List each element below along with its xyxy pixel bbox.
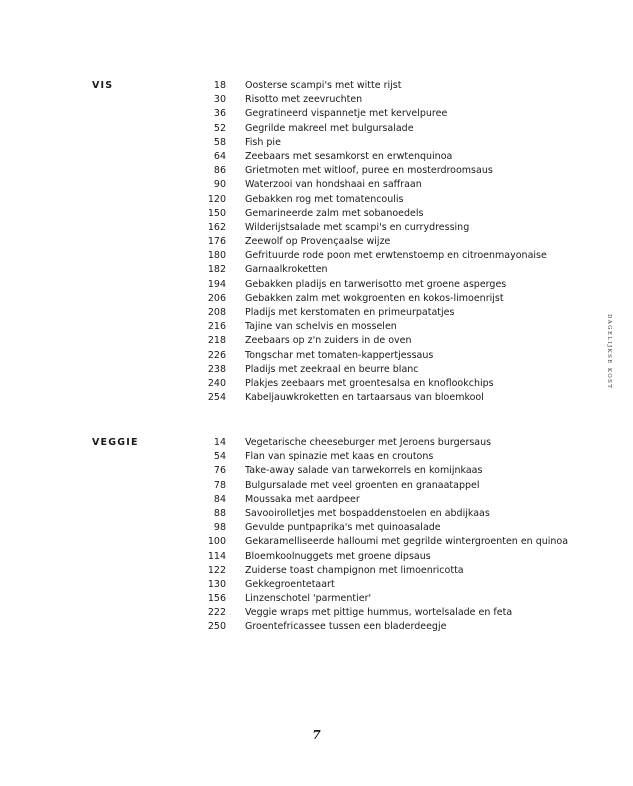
toc-entry-page: 238 [207, 363, 226, 375]
toc-entry-title: Vegetarische cheeseburger met Jeroens burgersaus [245, 437, 492, 448]
toc-entry-title: Bloemkoolnuggets met groene dipsaus [245, 550, 431, 562]
toc-entry-title: Groentefricassee tussen een bladerdeegje [245, 621, 447, 633]
toc-entry-title: Gefrituurde rode poon met erwtenstoemp en citroenmayonaise [245, 250, 547, 262]
toc-entry [0, 479, 633, 493]
toc-list-vis [0, 79, 633, 405]
toc-entry [0, 249, 633, 263]
toc-entry [0, 193, 633, 207]
toc-entry [0, 136, 633, 150]
toc-entry-title: Take-away salade van tarwekorrels en komijnkaas [245, 465, 483, 477]
toc-entry-page: 114 [207, 550, 226, 562]
toc-entry-title: Linzenschotel 'parmentier' [245, 593, 372, 605]
toc-entry-page: 162 [207, 221, 226, 233]
toc-entry-page: 182 [207, 264, 226, 276]
toc-entry-page: 180 [207, 250, 226, 262]
toc-entry [0, 436, 633, 450]
section-title-veggie: VEGGIE [92, 437, 139, 448]
toc-entry-page: 64 [213, 150, 226, 162]
toc-entry-title: Pladijs met zeekraal en beurre blanc [245, 363, 419, 375]
toc-entry-title: Zeebaars met sesamkorst en erwtenquinoa [245, 150, 453, 162]
toc-entry [0, 235, 633, 249]
toc-entry-title: Zeebaars op z'n zuiders in de oven [245, 335, 412, 347]
toc-entry [0, 606, 633, 620]
toc-entry-page: 120 [207, 193, 226, 205]
toc-entry-title: Gemarineerde zalm met sobanoedels [245, 207, 424, 219]
toc-entry [0, 164, 633, 178]
toc-entry-title: Flan van spinazie met kaas en croutons [245, 451, 434, 463]
toc-entry-title: Tajine van schelvis en mosselen [245, 321, 397, 333]
toc-entry-title: Gevulde puntpaprika's met quinoasalade [245, 522, 441, 534]
toc-entry-page: 88 [213, 507, 226, 519]
toc-entry [0, 578, 633, 592]
toc-entry [0, 306, 633, 320]
toc-entry [0, 107, 633, 121]
toc-entry-title: Gebakken zalm met wokgroenten en kokos-limoenrijst [245, 292, 504, 304]
toc-entry-title: Garnaalkroketten [245, 264, 328, 276]
toc-entry-page: 130 [207, 578, 226, 590]
toc-entry-page: 98 [213, 522, 226, 534]
toc-entry [0, 79, 633, 93]
toc-entry-page: 76 [213, 465, 226, 477]
toc-entry [0, 349, 633, 363]
toc-entry-page: 14 [213, 437, 226, 448]
toc-entry-page: 78 [213, 479, 226, 491]
toc-entry-title: Waterzooi van hondshaai en saffraan [245, 179, 422, 191]
toc-entry-page: 58 [213, 136, 226, 148]
toc-entry-page: 36 [213, 108, 226, 120]
toc-entry [0, 320, 633, 334]
toc-entry-page: 84 [213, 493, 226, 505]
toc-entry [0, 93, 633, 107]
toc-entry [0, 263, 633, 277]
toc-entry-page: 156 [207, 593, 226, 605]
toc-entry-title: Wilderijstsalade met scampi's en currydressing [245, 221, 470, 233]
toc-entry-title: Plakjes zeebaars met groentesalsa en knoflookchips [245, 377, 494, 389]
toc-entry [0, 363, 633, 377]
toc-entry-page: 54 [213, 451, 226, 463]
toc-entry-page: 90 [213, 179, 226, 191]
toc-entry-title: Gebakken rog met tomatencoulis [245, 193, 404, 205]
toc-entry [0, 620, 633, 634]
toc-entry [0, 450, 633, 464]
toc-entry [0, 207, 633, 221]
page-number: 7 [312, 728, 321, 742]
toc-entry-title: Zuiderse toast champignon met limoenricotta [245, 564, 464, 576]
toc-entry-page: 194 [207, 278, 226, 290]
toc-entry-page: 52 [213, 122, 226, 134]
toc-entry [0, 334, 633, 348]
toc-entry-title: Kabeljauwkroketten en tartaarsaus van bloemkool [245, 392, 484, 404]
toc-entry [0, 507, 633, 521]
toc-entry [0, 377, 633, 391]
toc-entry-page: 86 [213, 165, 226, 177]
toc-entry [0, 278, 633, 292]
toc-list-veggie [0, 436, 633, 635]
toc-entry-page: 218 [207, 335, 226, 347]
toc-entry-page: 122 [207, 564, 226, 576]
toc-entry-page: 18 [213, 80, 226, 91]
toc-entry-title: Gegratineerd vispannetje met kervelpuree [245, 108, 448, 120]
toc-entry-title: Gekaramelliseerde halloumi met gegrilde wintergroenten en quinoa [245, 536, 569, 548]
toc-entry-page: 250 [207, 621, 226, 633]
toc-entry-title: Gekkegroentetaart [245, 578, 335, 590]
toc-entry-page: 176 [207, 236, 226, 248]
toc-entry-page: 100 [207, 536, 226, 548]
toc-entry-title: Gebakken pladijs en tarwerisotto met groene asperges [245, 278, 507, 290]
side-running-title: DAGELIJKSE KOST [606, 314, 612, 390]
toc-entry [0, 521, 633, 535]
toc-entry [0, 178, 633, 192]
toc-entry [0, 221, 633, 235]
toc-entry-page: 240 [207, 377, 226, 389]
toc-entry-page: 226 [207, 349, 226, 361]
toc-entry-title: Gegrilde makreel met bulgursalade [245, 122, 414, 134]
toc-entry [0, 550, 633, 564]
toc-entry-page: 222 [207, 607, 226, 619]
toc-entry-title: Risotto met zeevruchten [245, 94, 363, 106]
toc-entry [0, 150, 633, 164]
toc-entry [0, 493, 633, 507]
toc-entry-title: Pladijs met kerstomaten en primeurpatatjes [245, 307, 455, 318]
toc-entry-page: 150 [207, 207, 226, 219]
toc-entry [0, 122, 633, 136]
toc-entry-title: Tongschar met tomaten-kappertjessaus [245, 349, 434, 361]
toc-entry-title: Zeewolf op Provençaalse wijze [245, 236, 391, 248]
toc-entry-title: Moussaka met aardpeer [245, 493, 360, 505]
toc-entry-title: Bulgursalade met veel groenten en granaatappel [245, 479, 480, 491]
toc-entry-page: 30 [213, 94, 226, 106]
toc-entry-page: 254 [207, 392, 226, 404]
toc-entry [0, 564, 633, 578]
toc-entry-page: 208 [207, 307, 226, 318]
toc-entry [0, 535, 633, 549]
toc-entry [0, 292, 633, 306]
toc-entry-title: Veggie wraps met pittige hummus, wortelsalade en feta [245, 607, 513, 619]
toc-entry-page: 216 [207, 321, 226, 333]
toc-entry [0, 464, 633, 478]
toc-entry-title: Oosterse scampi's met witte rijst [245, 80, 402, 91]
toc-entry-title: Fish pie [245, 136, 281, 148]
toc-entry-title: Grietmoten met witloof, puree en mosterdroomsaus [245, 165, 493, 177]
toc-entry-title: Savooirolletjes met bospaddenstoelen en abdijkaas [245, 507, 490, 519]
toc-entry [0, 391, 633, 405]
section-title-vis: VIS [92, 80, 114, 91]
toc-entry-page: 206 [207, 292, 226, 304]
toc-entry [0, 592, 633, 606]
